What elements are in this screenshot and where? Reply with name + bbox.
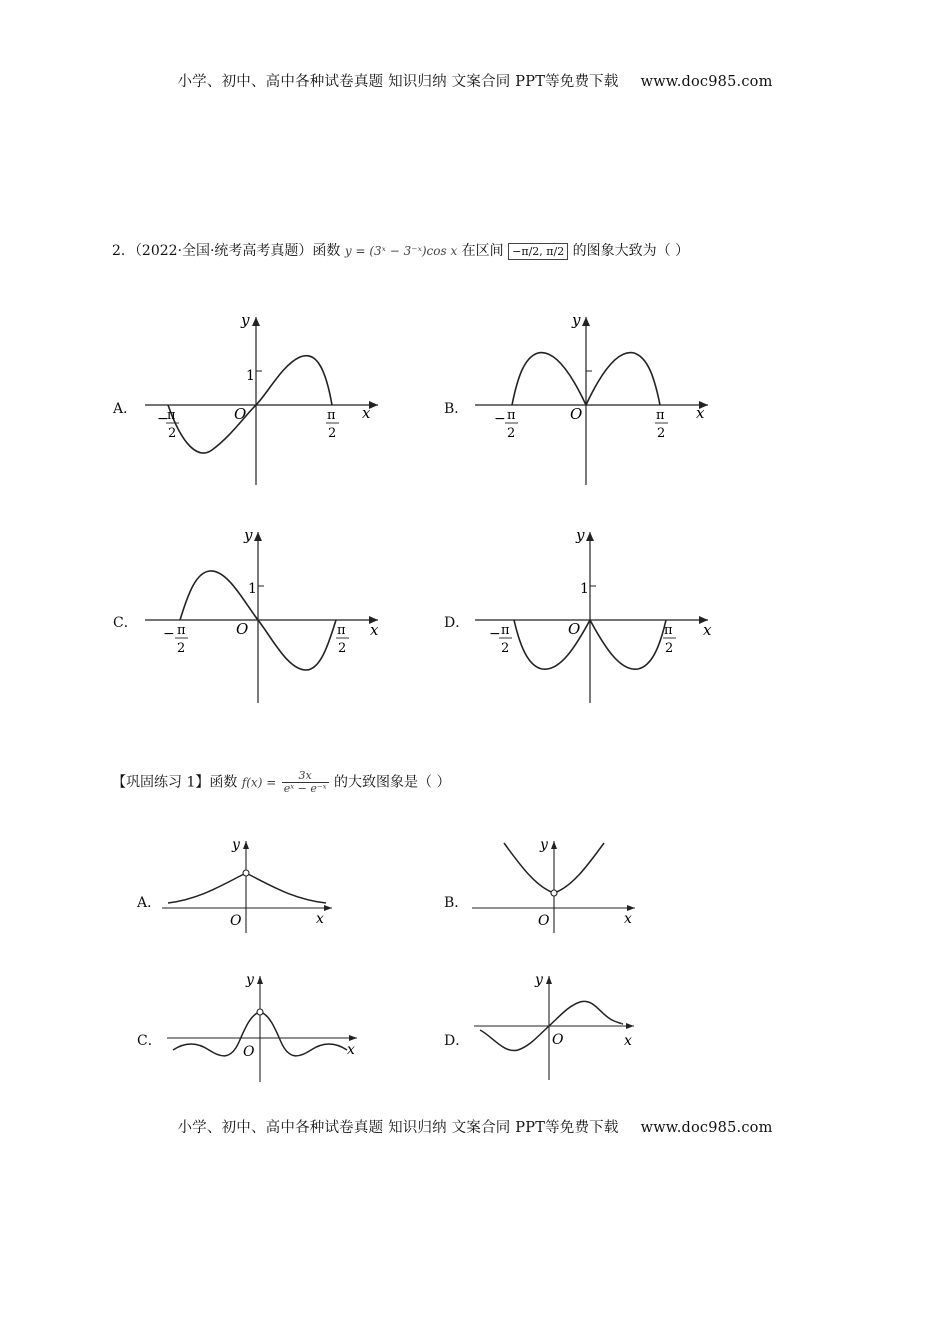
q2-option-a-label[interactable]: A． — [113, 401, 138, 417]
q2-graph-c — [140, 520, 390, 710]
open-point — [243, 870, 249, 876]
neg-sign: − — [157, 411, 169, 427]
q2-interval-right: π/2 — [546, 244, 565, 258]
x-axis-arrow — [626, 1023, 634, 1029]
practice-1-stem — [112, 770, 450, 795]
neg-two: 2 — [501, 641, 510, 656]
y-axis-arrow — [257, 976, 263, 984]
pos-two: 2 — [338, 641, 347, 656]
p1-option-c-label[interactable]: C． — [137, 1033, 162, 1049]
y-axis-arrow — [243, 841, 249, 849]
origin-label: O — [236, 620, 249, 638]
pos-pi: π — [337, 623, 346, 638]
origin-label: O — [538, 913, 550, 929]
neg-pi: π — [167, 408, 176, 423]
y-axis-arrow — [586, 532, 594, 541]
p1-graph-a — [160, 833, 340, 933]
y-label: y — [576, 526, 585, 544]
x-axis-arrow — [324, 905, 332, 911]
neg-two: 2 — [177, 641, 186, 656]
y-axis-arrow — [551, 841, 557, 849]
q2-graph-d — [470, 520, 720, 710]
one-label: 1 — [580, 581, 589, 597]
q2-graph-b — [470, 305, 720, 490]
q2-prefix: 2．（2022·全国·统考高考真题）函数 — [112, 243, 341, 259]
neg-sign: − — [163, 626, 175, 642]
x-label: x — [347, 1042, 355, 1058]
x-label: x — [316, 911, 324, 927]
p1-option-a-label[interactable]: A． — [137, 895, 162, 911]
p1-graph-b — [470, 833, 650, 933]
p1-option-b-label[interactable]: B． — [444, 895, 469, 911]
y-label: y — [232, 837, 240, 853]
p1-f: f(x) = — [241, 775, 277, 790]
x-label: x — [703, 621, 712, 639]
y-label: y — [535, 972, 543, 988]
q2-mid: 在区间 — [461, 243, 504, 259]
y-label: y — [246, 972, 254, 988]
q2-interval-left: −π/2 — [512, 244, 540, 258]
origin-label: O — [552, 1032, 564, 1048]
x-axis-arrow — [349, 1035, 357, 1041]
page-footer — [0, 1116, 950, 1137]
q2-function: y = (3ˣ − 3⁻ˣ)cos x — [344, 244, 458, 258]
y-axis-arrow — [254, 532, 262, 541]
x-label: x — [696, 404, 705, 422]
q2-interval: −π/2, π/2 — [508, 243, 568, 260]
header-site: www.doc985.com — [640, 74, 773, 90]
q2-option-b-label[interactable]: B． — [444, 401, 469, 417]
q2-graph-a — [140, 305, 390, 490]
footer-site: www.doc985.com — [640, 1120, 773, 1136]
p1-option-d-label[interactable]: D． — [444, 1033, 470, 1049]
q2-suffix: 的图象大致为（ ） — [572, 243, 690, 259]
pos-two: 2 — [665, 641, 674, 656]
y-axis-arrow — [546, 976, 552, 984]
y-label: y — [244, 526, 253, 544]
y-axis-arrow — [252, 317, 260, 326]
neg-pi: π — [177, 623, 186, 638]
pos-pi: π — [656, 408, 665, 423]
neg-pi: π — [501, 623, 510, 638]
origin-label: O — [570, 405, 583, 423]
open-point — [257, 1009, 263, 1015]
open-point — [551, 890, 557, 896]
origin-label: O — [234, 405, 247, 423]
p1-denominator: eˣ − e⁻ˣ — [283, 782, 327, 795]
one-label: 1 — [246, 368, 255, 384]
p1-numerator: 3x — [282, 770, 329, 783]
q2-option-d-label[interactable]: D． — [444, 615, 470, 631]
neg-sign: − — [494, 411, 506, 427]
p1-suffix: 的大致图象是（ ） — [334, 774, 451, 791]
question-2-stem — [112, 240, 689, 260]
page-header — [0, 70, 950, 91]
x-label: x — [624, 911, 632, 927]
footer-text: 小学、初中、高中各种试卷真题 知识归纳 文案合同 PPT等免费下载 — [177, 1120, 619, 1136]
origin-label: O — [568, 620, 581, 638]
pos-two: 2 — [328, 426, 337, 441]
y-label: y — [572, 311, 581, 329]
neg-sign: − — [489, 626, 501, 642]
one-label: 1 — [248, 581, 257, 597]
y-axis-arrow — [582, 317, 590, 326]
x-label: x — [624, 1033, 632, 1049]
curve — [168, 873, 326, 903]
pos-pi: π — [327, 408, 336, 423]
q2-option-c-label[interactable]: C． — [113, 615, 138, 631]
y-label: y — [540, 837, 548, 853]
origin-label: O — [230, 913, 242, 929]
neg-two: 2 — [507, 426, 516, 441]
x-label: x — [362, 404, 371, 422]
pos-pi: π — [664, 623, 673, 638]
header-text: 小学、初中、高中各种试卷真题 知识归纳 文案合同 PPT等免费下载 — [177, 74, 619, 90]
pos-two: 2 — [657, 426, 666, 441]
neg-pi: π — [507, 408, 516, 423]
p1-graph-d — [472, 970, 662, 1085]
p1-fraction — [282, 770, 329, 795]
p1-prefix: 【巩固练习 1】函数 — [112, 774, 238, 791]
p1-graph-c — [165, 970, 365, 1085]
neg-two: 2 — [168, 426, 177, 441]
y-label: y — [241, 311, 250, 329]
origin-label: O — [243, 1044, 255, 1060]
x-label: x — [370, 621, 379, 639]
